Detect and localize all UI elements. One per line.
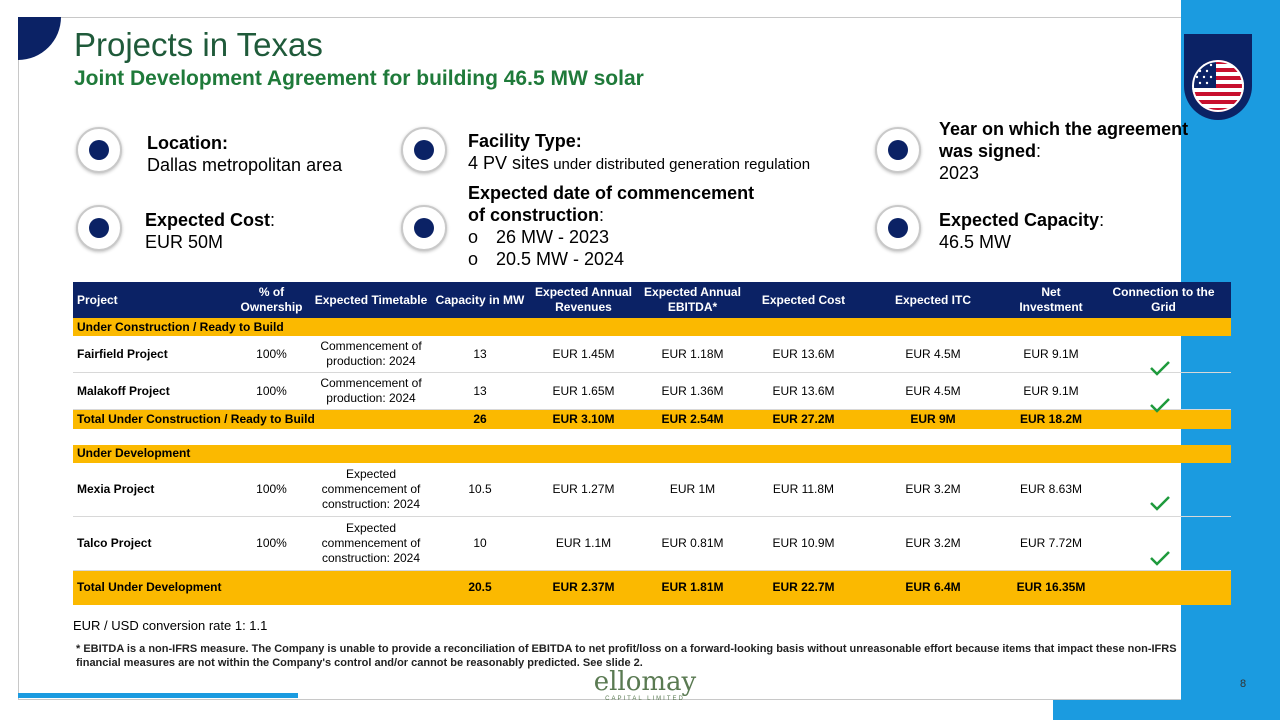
facility-info [468,130,810,176]
cell-ownership: 100% [232,373,311,410]
total-revenues: EUR 2.37M [529,570,638,605]
total-net: EUR 18.2M [1006,410,1096,429]
cell-cost: EUR 11.8M [747,463,860,517]
header-ownership: % of Ownership [232,282,311,318]
projects-table [73,282,1231,605]
cost-value: EUR 50M [145,232,224,252]
page-number: 8 [1240,678,1247,690]
header-grid: Connection to the Grid [1096,282,1231,318]
total-itc: EUR 6.4M [860,570,1006,605]
cell-project: Talco Project [73,516,232,570]
header-project: Project [73,282,232,318]
table-header-row [73,282,1231,318]
total-row [73,410,1231,429]
logo-word: ellomay [593,667,697,697]
cost-colon: : [270,210,276,230]
cell-ebitda: EUR 0.81M [638,516,747,570]
year-value: 2023 [939,163,980,183]
cell-project: Malakoff Project [73,373,232,410]
spacer-row [73,429,1231,445]
capacity-info [939,209,1104,253]
total-label: Total Under Construction / Ready to Build [73,410,431,429]
spacer-cell [73,429,1231,445]
cell-itc: EUR 4.5M [860,336,1006,373]
bullet-circle-icon [401,205,447,251]
cost-info [145,209,275,253]
year-label-line1: Year on which the agreement [939,119,1189,139]
cell-net: EUR 8.63M [1006,463,1096,517]
company-logo [590,668,700,702]
commencement-info [468,182,754,270]
checkmark-icon [1149,397,1171,413]
cell-ownership: 100% [232,336,311,373]
bottom-left-accent-line [18,693,298,698]
table-row [73,336,1231,373]
total-grid [1096,570,1231,605]
bullet-circle-icon [875,127,921,173]
facility-label: Facility Type: [468,131,582,151]
capacity-colon: : [1099,210,1105,230]
commencement-label-line1: Expected date of commencement [468,183,755,203]
cell-capacity: 10.5 [431,463,529,517]
page-subtitle: Joint Development Agreement for building 46.5 MW solar [74,67,644,90]
total-row [73,570,1231,605]
cell-capacity: 10 [431,516,529,570]
header-revenues: Expected Annual Revenues [529,282,638,318]
bottom-accent-strip [1053,700,1280,720]
cell-itc: EUR 3.2M [860,516,1006,570]
cell-cost: EUR 13.6M [747,373,860,410]
cell-cost: EUR 13.6M [747,336,860,373]
bullet-circle-icon [875,205,921,251]
cell-ebitda: EUR 1M [638,463,747,517]
commencement-colon: : [599,205,605,225]
header-ebitda: Expected Annual EBITDA* [638,282,747,318]
bullet-circle-icon [401,127,447,173]
location-info [147,132,342,176]
total-revenues: EUR 3.10M [529,410,638,429]
cell-ebitda: EUR 1.18M [638,336,747,373]
year-colon: : [1036,141,1042,161]
bullet-circle-icon [76,127,122,173]
section-label: Under Development [73,445,1231,463]
year-label-line2: was signed [939,141,1037,161]
cell-ownership: 100% [232,463,311,517]
total-ebitda: EUR 1.81M [638,570,747,605]
header-net: Net Investment [1006,282,1096,318]
total-cost: EUR 22.7M [747,570,860,605]
facility-value-main: 4 PV sites [468,153,550,173]
total-cost: EUR 27.2M [747,410,860,429]
footnote: * EBITDA is a non-IFRS measure. The Company is unable to provide a reconciliation of EBITDA to net profit/loss on a forward-looking basis without unreasonable effort because items that impact these non-IFRS financial measures are not within the Company's control and/or cannot be reasonably predicted. See slide 2. [76,643,1177,669]
capacity-value: 46.5 MW [939,232,1012,252]
logo-subtitle: CAPITAL LIMITED [605,696,685,702]
cell-cost: EUR 10.9M [747,516,860,570]
cell-ebitda: EUR 1.36M [638,373,747,410]
commencement-item: o 26 MW - 2023 [468,226,754,248]
cell-timetable: Commencement of production: 2024 [311,373,431,410]
year-info [939,118,1188,184]
checkmark-icon [1149,550,1171,566]
cell-itc: EUR 4.5M [860,373,1006,410]
cell-timetable: Commencement of production: 2024 [311,336,431,373]
location-value: Dallas metropolitan area [147,155,343,175]
cell-revenues: EUR 1.27M [529,463,638,517]
table-row [73,516,1231,570]
total-label: Total Under Development [73,570,431,605]
section-label: Under Construction / Ready to Build [73,318,1231,336]
us-flag-icon [1192,60,1244,112]
cell-project: Fairfield Project [73,336,232,373]
capacity-label: Expected Capacity [939,210,1100,230]
cell-revenues: EUR 1.1M [529,516,638,570]
commencement-item: o 20.5 MW - 2024 [468,248,754,270]
checkmark-icon [1149,495,1171,511]
total-itc: EUR 9M [860,410,1006,429]
total-ebitda: EUR 2.54M [638,410,747,429]
cell-capacity: 13 [431,336,529,373]
facility-value-rest: under distributed generation regulation [549,156,811,173]
cell-net: EUR 9.1M [1006,336,1096,373]
table-row [73,463,1231,517]
total-capacity: 20.5 [431,570,529,605]
location-label: Location: [147,133,228,153]
commencement-label-line2: of construction [468,205,599,225]
cell-timetable: Expected commencement of construction: 2024 [311,516,431,570]
commencement-list [468,226,754,270]
cost-label: Expected Cost [145,210,271,230]
header-cost: Expected Cost [747,282,860,318]
cell-timetable: Expected commencement of construction: 2024 [311,463,431,517]
cell-ownership: 100% [232,516,311,570]
section-row [73,318,1231,336]
cell-revenues: EUR 1.45M [529,336,638,373]
checkmark-icon [1149,360,1171,376]
cell-capacity: 13 [431,373,529,410]
cell-project: Mexia Project [73,463,232,517]
total-net: EUR 16.35M [1006,570,1096,605]
header-capacity: Capacity in MW [431,282,529,318]
page-title: Projects in Texas [74,26,323,63]
cell-net: EUR 9.1M [1006,373,1096,410]
table-row [73,373,1231,410]
cell-revenues: EUR 1.65M [529,373,638,410]
header-timetable: Expected Timetable [311,282,431,318]
bullet-circle-icon [76,205,122,251]
total-capacity: 26 [431,410,529,429]
header-itc: Expected ITC [860,282,1006,318]
cell-itc: EUR 3.2M [860,463,1006,517]
section-row [73,445,1231,463]
conversion-note: EUR / USD conversion rate 1: 1.1 [73,618,268,633]
cell-net: EUR 7.72M [1006,516,1096,570]
